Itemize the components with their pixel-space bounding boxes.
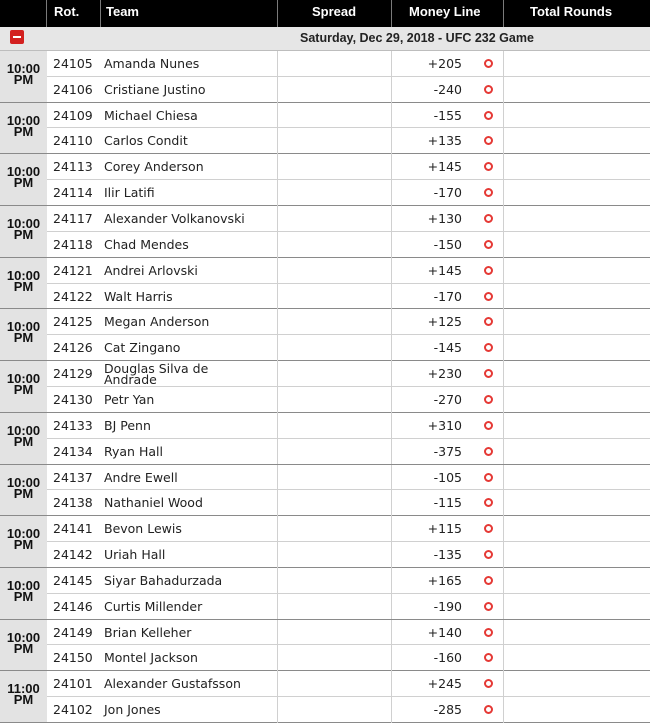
bet-select-radio-icon[interactable] bbox=[484, 473, 493, 482]
header-divider bbox=[277, 0, 278, 27]
rotation-number: 24113 bbox=[53, 159, 93, 175]
games-list bbox=[0, 51, 650, 723]
moneyline-odds: +135 bbox=[427, 133, 462, 149]
column-divider bbox=[391, 490, 392, 516]
header-divider bbox=[46, 0, 47, 27]
fighter-name: Carlos Condit bbox=[104, 133, 188, 149]
fighter-name: Uriah Hall bbox=[104, 546, 166, 562]
event-date-bar bbox=[0, 27, 650, 51]
game-time-value: 10:00 bbox=[6, 577, 41, 593]
rotation-number: 24150 bbox=[53, 650, 93, 666]
bet-select-radio-icon[interactable] bbox=[484, 240, 493, 249]
column-divider bbox=[391, 309, 392, 334]
bet-select-radio-icon[interactable] bbox=[484, 421, 493, 430]
column-divider bbox=[503, 180, 504, 206]
game-time-ampm: PM bbox=[13, 692, 34, 708]
game-time-ampm: PM bbox=[13, 485, 34, 501]
game-time-value: 10:00 bbox=[6, 164, 41, 180]
bet-select-radio-icon[interactable] bbox=[484, 162, 493, 171]
moneyline-odds: -160 bbox=[433, 650, 462, 666]
moneyline-odds: +245 bbox=[427, 676, 462, 692]
rotation-number: 24101 bbox=[53, 676, 93, 692]
bet-select-radio-icon[interactable] bbox=[484, 317, 493, 326]
bet-select-radio-icon[interactable] bbox=[484, 111, 493, 120]
moneyline-odds: +115 bbox=[427, 521, 462, 537]
collapse-icon[interactable] bbox=[10, 30, 24, 44]
fighter-name: Megan Anderson bbox=[104, 314, 210, 330]
game-row bbox=[0, 309, 650, 361]
moneyline-odds: -270 bbox=[433, 391, 462, 407]
rotation-number: 24109 bbox=[53, 107, 93, 123]
moneyline-odds: +130 bbox=[427, 211, 462, 227]
fighter-line bbox=[47, 309, 650, 335]
rotation-number: 24121 bbox=[53, 262, 93, 278]
game-time-value: 10:00 bbox=[6, 61, 41, 76]
fighter-name: Siyar Bahadurzada bbox=[104, 572, 223, 588]
column-divider bbox=[277, 516, 278, 541]
column-divider bbox=[503, 232, 504, 258]
column-divider bbox=[391, 439, 392, 465]
game-time bbox=[0, 258, 47, 309]
moneyline-odds: -375 bbox=[433, 443, 462, 459]
bet-select-radio-icon[interactable] bbox=[484, 653, 493, 662]
moneyline-odds: +145 bbox=[427, 159, 462, 175]
fighter-line bbox=[47, 568, 650, 594]
fighter-line bbox=[47, 258, 650, 284]
fighter-name: Alexander Volkanovski bbox=[104, 211, 245, 227]
bet-select-radio-icon[interactable] bbox=[484, 343, 493, 352]
column-divider bbox=[277, 645, 278, 671]
column-divider bbox=[391, 51, 392, 76]
column-divider bbox=[503, 645, 504, 671]
game-time-ampm: PM bbox=[13, 278, 34, 294]
column-divider bbox=[277, 361, 278, 386]
column-divider bbox=[503, 284, 504, 310]
game-time bbox=[0, 620, 47, 671]
fighter-line bbox=[47, 77, 650, 103]
column-divider bbox=[277, 232, 278, 258]
rotation-number: 24134 bbox=[53, 443, 93, 459]
team-header: Team bbox=[106, 4, 139, 19]
event-title: Saturday, Dec 29, 2018 - UFC 232 Game bbox=[300, 31, 534, 45]
game-time-value: 11:00 bbox=[7, 681, 40, 697]
fighter-line bbox=[47, 697, 650, 723]
moneyline-odds: +125 bbox=[427, 314, 462, 330]
moneyline-odds: +145 bbox=[427, 262, 462, 278]
column-divider bbox=[277, 335, 278, 361]
game-time-ampm: PM bbox=[13, 382, 34, 398]
moneyline-odds: -155 bbox=[433, 107, 462, 123]
bet-select-radio-icon[interactable] bbox=[484, 188, 493, 197]
fighter-name: Petr Yan bbox=[104, 391, 155, 407]
moneyline-odds: -170 bbox=[433, 185, 462, 201]
column-divider bbox=[277, 206, 278, 231]
game-time bbox=[0, 465, 47, 516]
fighter-line bbox=[47, 645, 650, 671]
moneyline-odds: +230 bbox=[427, 366, 462, 382]
column-divider bbox=[503, 439, 504, 465]
game-time-ampm: PM bbox=[13, 175, 34, 191]
column-divider bbox=[503, 309, 504, 334]
column-divider bbox=[503, 103, 504, 128]
moneyline-odds: -135 bbox=[433, 546, 462, 562]
game-time-value: 10:00 bbox=[6, 267, 41, 283]
column-divider bbox=[277, 284, 278, 310]
column-divider bbox=[391, 284, 392, 310]
rotation-number: 24142 bbox=[53, 546, 93, 562]
fighter-line bbox=[47, 284, 650, 310]
column-divider bbox=[277, 103, 278, 128]
column-divider bbox=[391, 568, 392, 593]
column-divider bbox=[503, 387, 504, 413]
game-row bbox=[0, 413, 650, 465]
bet-select-radio-icon[interactable] bbox=[484, 628, 493, 637]
fighter-name: Ryan Hall bbox=[104, 443, 163, 459]
game-row bbox=[0, 103, 650, 155]
game-time-value: 10:00 bbox=[6, 319, 41, 335]
game-time bbox=[0, 413, 47, 464]
fighter-name: Douglas Silva de Andrade bbox=[104, 361, 209, 388]
rotation-number: 24125 bbox=[53, 314, 93, 330]
moneyline-odds: -285 bbox=[433, 702, 462, 718]
game-row bbox=[0, 671, 650, 723]
fighter-line bbox=[47, 180, 650, 206]
column-divider bbox=[277, 697, 278, 723]
game-time-ampm: PM bbox=[13, 123, 34, 139]
game-time-value: 10:00 bbox=[6, 629, 41, 645]
fighter-name: Jon Jones bbox=[104, 702, 161, 718]
column-divider bbox=[391, 77, 392, 103]
bet-select-radio-icon[interactable] bbox=[484, 576, 493, 585]
game-time-ampm: PM bbox=[13, 588, 34, 604]
column-divider bbox=[391, 154, 392, 179]
game-row bbox=[0, 465, 650, 517]
column-divider bbox=[503, 671, 504, 696]
game-time bbox=[0, 206, 47, 257]
column-divider bbox=[391, 594, 392, 620]
fighter-name: Andre Ewell bbox=[104, 469, 178, 485]
fighter-name: Chad Mendes bbox=[104, 236, 189, 252]
game-time-ampm: PM bbox=[13, 640, 34, 656]
column-divider bbox=[503, 128, 504, 154]
moneyline-odds: -105 bbox=[433, 469, 462, 485]
column-divider bbox=[503, 542, 504, 568]
moneyline-odds: -190 bbox=[433, 598, 462, 614]
fighter-line bbox=[47, 594, 650, 620]
bet-select-radio-icon[interactable] bbox=[484, 369, 493, 378]
moneyline-odds: +165 bbox=[427, 572, 462, 588]
column-divider bbox=[277, 465, 278, 490]
column-divider bbox=[391, 206, 392, 231]
fighter-line bbox=[47, 206, 650, 232]
bet-select-radio-icon[interactable] bbox=[484, 550, 493, 559]
fighter-name: Bevon Lewis bbox=[104, 521, 182, 537]
rotation-number: 24146 bbox=[53, 598, 93, 614]
column-divider bbox=[277, 309, 278, 334]
fighter-line bbox=[47, 671, 650, 697]
rotation-number: 24110 bbox=[53, 133, 93, 149]
game-row bbox=[0, 258, 650, 310]
rotation-number: 24105 bbox=[53, 56, 93, 71]
column-divider bbox=[391, 671, 392, 696]
column-divider bbox=[277, 258, 278, 283]
column-divider bbox=[277, 51, 278, 76]
fighter-name: Andrei Arlovski bbox=[104, 262, 198, 278]
game-time bbox=[0, 103, 47, 154]
fighter-name: Alexander Gustafsson bbox=[104, 676, 241, 692]
column-divider bbox=[391, 645, 392, 671]
column-divider bbox=[391, 128, 392, 154]
bet-select-radio-icon[interactable] bbox=[484, 679, 493, 688]
column-divider bbox=[503, 490, 504, 516]
bet-select-radio-icon[interactable] bbox=[484, 59, 493, 68]
game-row bbox=[0, 361, 650, 413]
bet-select-radio-icon[interactable] bbox=[484, 292, 493, 301]
fighter-name: Amanda Nunes bbox=[104, 56, 200, 71]
column-divider bbox=[277, 542, 278, 568]
total-rounds-header: Total Rounds bbox=[530, 4, 613, 19]
game-time bbox=[0, 309, 47, 360]
moneyline-odds: +140 bbox=[427, 624, 462, 640]
column-divider bbox=[503, 206, 504, 231]
column-divider bbox=[503, 697, 504, 723]
rot-header: Rot. bbox=[54, 4, 80, 19]
fighter-line bbox=[47, 465, 650, 491]
column-divider bbox=[391, 232, 392, 258]
bet-select-radio-icon[interactable] bbox=[484, 524, 493, 533]
rotation-number: 24130 bbox=[53, 391, 93, 407]
column-divider bbox=[391, 516, 392, 541]
game-row bbox=[0, 206, 650, 258]
fighter-line bbox=[47, 413, 650, 439]
fighter-line bbox=[47, 620, 650, 646]
fighter-line bbox=[47, 128, 650, 154]
fighter-line bbox=[47, 490, 650, 516]
column-divider bbox=[503, 620, 504, 645]
rotation-number: 24149 bbox=[53, 624, 93, 640]
column-divider bbox=[277, 568, 278, 593]
column-divider bbox=[391, 180, 392, 206]
bet-select-radio-icon[interactable] bbox=[484, 705, 493, 714]
fighter-name: Walt Harris bbox=[104, 288, 173, 304]
fighter-name: BJ Penn bbox=[104, 417, 151, 433]
game-time-value: 10:00 bbox=[6, 422, 41, 438]
column-divider bbox=[277, 594, 278, 620]
moneyline-odds: -145 bbox=[433, 340, 462, 356]
fighter-name: Nathaniel Wood bbox=[104, 495, 203, 511]
game-time bbox=[0, 51, 47, 102]
fighter-line bbox=[47, 51, 650, 77]
fighter-line bbox=[47, 103, 650, 129]
bet-select-radio-icon[interactable] bbox=[484, 214, 493, 223]
column-divider bbox=[503, 465, 504, 490]
column-divider bbox=[503, 77, 504, 103]
game-time-ampm: PM bbox=[13, 72, 34, 87]
column-divider bbox=[391, 335, 392, 361]
column-divider bbox=[277, 439, 278, 465]
bet-select-radio-icon[interactable] bbox=[484, 395, 493, 404]
fighter-line bbox=[47, 154, 650, 180]
column-divider bbox=[277, 671, 278, 696]
game-row bbox=[0, 51, 650, 103]
fighter-name: Cristiane Justino bbox=[104, 81, 206, 97]
column-divider bbox=[277, 128, 278, 154]
rotation-number: 24145 bbox=[53, 572, 93, 588]
moneyline-odds: +310 bbox=[427, 417, 462, 433]
moneyline-odds: +205 bbox=[427, 56, 462, 71]
column-divider bbox=[391, 697, 392, 723]
column-divider bbox=[503, 361, 504, 386]
column-divider bbox=[277, 180, 278, 206]
game-time-ampm: PM bbox=[13, 330, 34, 346]
moneyline-odds: -240 bbox=[433, 81, 462, 97]
column-divider bbox=[503, 258, 504, 283]
fighter-line bbox=[47, 232, 650, 258]
game-time-value: 10:00 bbox=[6, 112, 41, 128]
fighter-line bbox=[47, 387, 650, 413]
column-divider bbox=[391, 620, 392, 645]
header-divider bbox=[391, 0, 392, 27]
bet-select-radio-icon[interactable] bbox=[484, 447, 493, 456]
rotation-number: 24106 bbox=[53, 81, 93, 97]
game-time-ampm: PM bbox=[13, 433, 34, 449]
rotation-number: 24137 bbox=[53, 469, 93, 485]
column-divider bbox=[391, 465, 392, 490]
column-divider bbox=[391, 258, 392, 283]
fighter-name: Brian Kelleher bbox=[104, 624, 192, 640]
column-divider bbox=[277, 77, 278, 103]
game-time-value: 10:00 bbox=[6, 474, 41, 490]
rotation-number: 24133 bbox=[53, 417, 93, 433]
column-divider bbox=[277, 413, 278, 438]
game-time-value: 10:00 bbox=[6, 371, 41, 387]
column-divider bbox=[277, 490, 278, 516]
fighter-line bbox=[47, 335, 650, 361]
rotation-number: 24141 bbox=[53, 521, 93, 537]
moneyline-odds: -115 bbox=[433, 495, 462, 511]
game-time-ampm: PM bbox=[13, 227, 34, 243]
game-row bbox=[0, 154, 650, 206]
game-row bbox=[0, 516, 650, 568]
column-divider bbox=[277, 387, 278, 413]
rotation-number: 24118 bbox=[53, 236, 93, 252]
fighter-line bbox=[47, 439, 650, 465]
column-divider bbox=[391, 361, 392, 386]
spread-header: Spread bbox=[312, 4, 357, 19]
column-divider bbox=[391, 387, 392, 413]
rotation-number: 24114 bbox=[53, 185, 93, 201]
column-divider bbox=[503, 516, 504, 541]
moneyline-odds: -170 bbox=[433, 288, 462, 304]
rotation-number: 24138 bbox=[53, 495, 93, 511]
column-header bbox=[0, 0, 650, 27]
header-divider bbox=[503, 0, 504, 27]
game-time-ampm: PM bbox=[13, 537, 34, 553]
fighter-name: Ilir Latifi bbox=[104, 185, 155, 201]
fighter-name: Curtis Millender bbox=[104, 598, 203, 614]
column-divider bbox=[503, 335, 504, 361]
game-row bbox=[0, 620, 650, 672]
column-divider bbox=[277, 154, 278, 179]
fighter-name: Michael Chiesa bbox=[104, 107, 198, 123]
rotation-number: 24122 bbox=[53, 288, 93, 304]
fighter-name: Corey Anderson bbox=[104, 159, 204, 175]
fighter-line bbox=[47, 361, 650, 387]
fighter-name: Cat Zingano bbox=[104, 340, 181, 356]
game-time bbox=[0, 361, 47, 412]
fighter-line bbox=[47, 542, 650, 568]
moneyline-odds: -150 bbox=[433, 236, 462, 252]
column-divider bbox=[503, 568, 504, 593]
game-time-value: 10:00 bbox=[6, 216, 41, 232]
bet-select-radio-icon[interactable] bbox=[484, 602, 493, 611]
column-divider bbox=[277, 620, 278, 645]
rotation-number: 24129 bbox=[53, 366, 93, 382]
game-time bbox=[0, 516, 47, 567]
game-time-value: 10:00 bbox=[6, 526, 41, 542]
moneyline-header: Money Line bbox=[409, 4, 481, 19]
fighter-name: Montel Jackson bbox=[104, 650, 198, 666]
bet-select-radio-icon[interactable] bbox=[484, 266, 493, 275]
bet-select-radio-icon[interactable] bbox=[484, 85, 493, 94]
rotation-number: 24102 bbox=[53, 702, 93, 718]
game-time bbox=[0, 568, 47, 619]
column-divider bbox=[503, 51, 504, 76]
bet-select-radio-icon[interactable] bbox=[484, 498, 493, 507]
column-divider bbox=[503, 594, 504, 620]
column-divider bbox=[391, 542, 392, 568]
rotation-number: 24117 bbox=[53, 211, 93, 227]
column-divider bbox=[503, 154, 504, 179]
column-divider bbox=[503, 413, 504, 438]
game-row bbox=[0, 568, 650, 620]
game-time bbox=[0, 671, 47, 722]
rotation-number: 24126 bbox=[53, 340, 93, 356]
fighter-line bbox=[47, 516, 650, 542]
header-divider bbox=[100, 0, 101, 27]
column-divider bbox=[391, 413, 392, 438]
column-divider bbox=[391, 103, 392, 128]
game-time bbox=[0, 154, 47, 205]
bet-select-radio-icon[interactable] bbox=[484, 136, 493, 145]
